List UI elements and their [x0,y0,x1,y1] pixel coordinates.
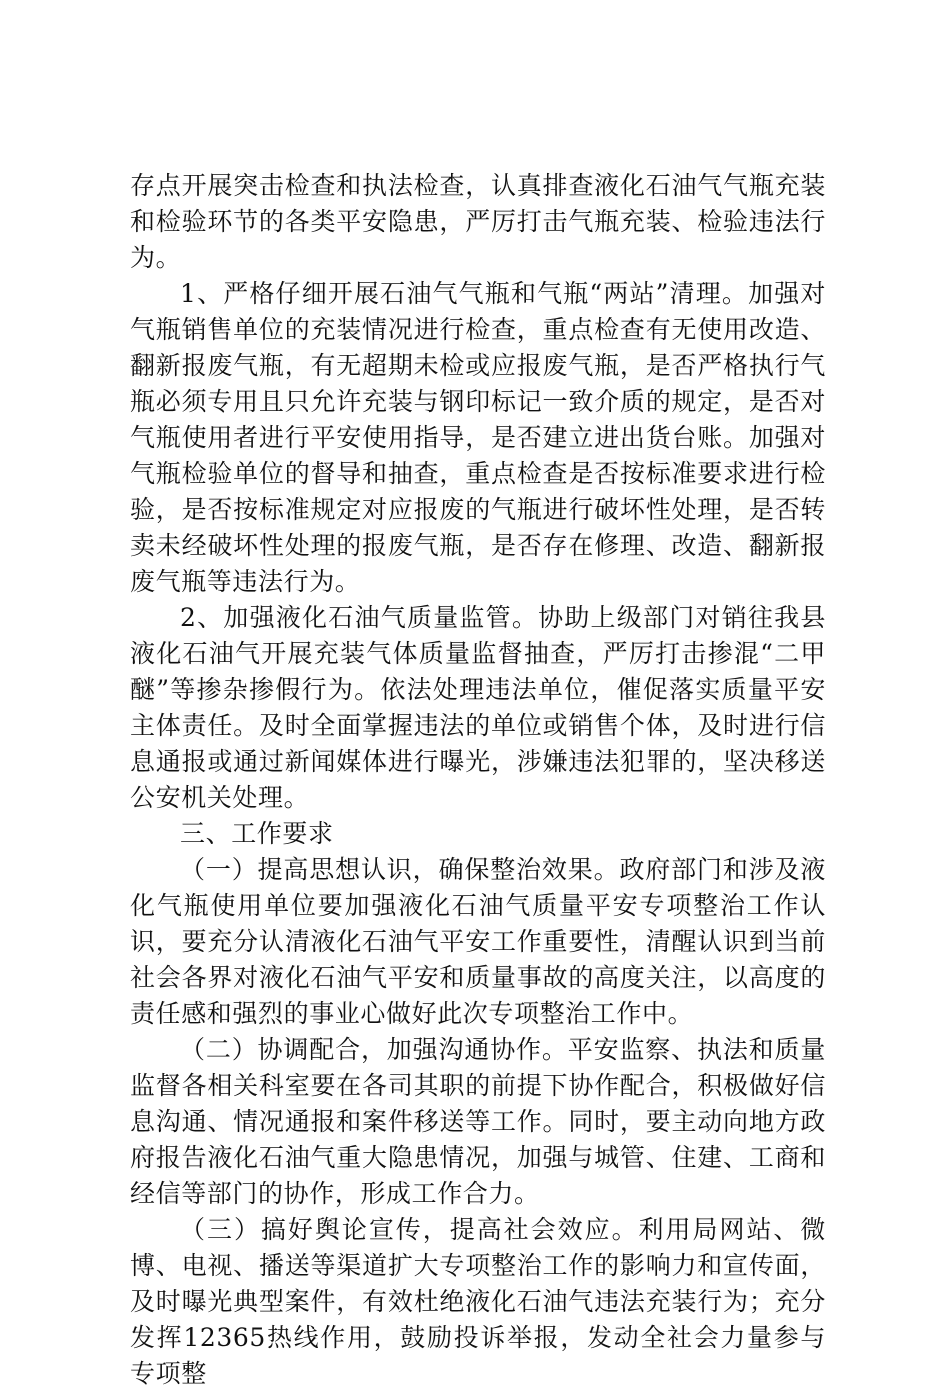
paragraph-continuation: 存点开展突击检查和执法检查，认真排查液化石油气气瓶充装和检验环节的各类平安隐患，严厉打击气瓶充装、检验违法行为。 [130,171,826,272]
document-body [130,168,826,1392]
section-heading-work-requirements: 三、工作要求 [180,819,334,848]
paragraph-requirement-1: （一）提高思想认识，确保整治效果。政府部门和涉及液化气瓶使用单位要加强液化石油气质量平安专项整治工作认识，要充分认清液化石油气平安工作重要性，清醒认识到当前社会各界对液化石油气平安和质量事故的高度关注，以高度的责任感和强烈的事业心做好此次专项整治工作中。 [130,855,826,1028]
paragraph-requirement-3: （三）搞好舆论宣传，提高社会效应。利用局网站、微博、电视、播送等渠道扩大专项整治工作的影响力和宣传面，及时曝光典型案件，有效杜绝液化石油气违法充装行为；充分发挥12365热线作用，鼓励投诉举报，发动全社会力量参与专项整 [130,1215,826,1388]
paragraph-item-1: 1、严格仔细开展石油气气瓶和气瓶“两站”清理。加强对气瓶销售单位的充装情况进行检查，重点检查有无使用改造、翻新报废气瓶，有无超期未检或应报废气瓶，是否严格执行气瓶必须专用且只允许充装与钢印标记一致介质的规定，是否对气瓶使用者进行平安使用指导，是否建立进出货台账。加强对气瓶检验单位的督导和抽查，重点检查是否按标准要求进行检验，是否按标准规定对应报废的气瓶进行破坏性处理，是否转卖未经破坏性处理的报废气瓶，是否存在修理、改造、翻新报废气瓶等违法行为。 [130,279,826,596]
paragraph-item-2: 2、加强液化石油气质量监管。协助上级部门对销往我县液化石油气开展充装气体质量监督抽查，严厉打击掺混“二甲醚”等掺杂掺假行为。依法处理违法单位，催促落实质量平安主体责任。及时全面掌握违法的单位或销售个体，及时进行信息通报或通过新闻媒体进行曝光，涉嫌违法犯罪的，坚决移送公安机关处理。 [130,603,826,812]
paragraph-requirement-2: （二）协调配合，加强沟通协作。平安监察、执法和质量监督各相关科室要在各司其职的前提下协作配合，积极做好信息沟通、情况通报和案件移送等工作。同时，要主动向地方政府报告液化石油气重大隐患情况，加强与城管、住建、工商和经信等部门的协作，形成工作合力。 [130,1035,826,1208]
